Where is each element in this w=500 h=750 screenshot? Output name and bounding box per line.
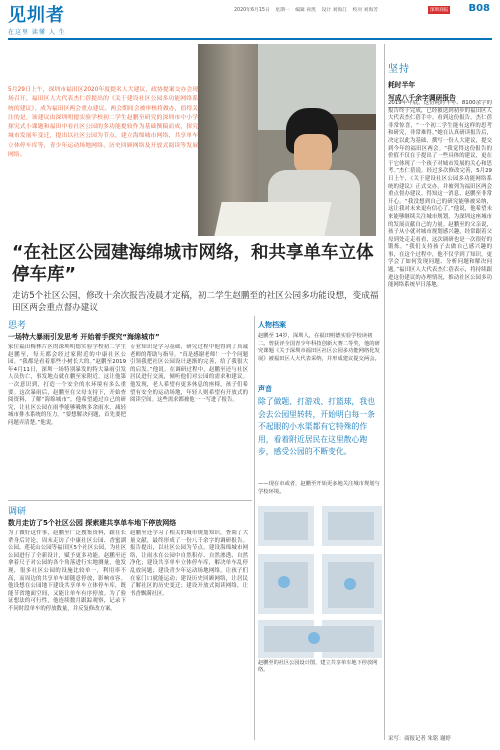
page-number: B08 [468,3,490,14]
section2-kicker: 调研 [8,507,27,517]
photo-face [294,134,332,174]
design: 设计 刘海江 [321,8,347,13]
map-building [328,512,374,540]
side-kicker: 坚持 [388,64,410,75]
weekday: 星期一 [275,8,290,13]
profile-text: 赵鹏至 14岁，深圳人，在福田明德实验学校读初二。曾获评全国青少年科技创新大赛二等奖，他的研究课题《关于深圳市福田区社区公园多功能网络化发展》被福田区人大代表采纳，并形成建议提交两会。 [258,333,380,362]
masthead [8,4,492,38]
profile-heading: 人物档案 [258,321,286,329]
right-column-body: 2019年年底，这份耗时半年、8100余字的报告终于完成，已经被送到初步的福田区人大代表杰仁蓓手中。看到这份报告，杰仁蓓非常惊喜，“一个初二学生能有这样的思考和研究，非常难得。”她在认真研读报告后，决定以此为基础，撰写一份人大建议，提交到今年的福田区两会。“我觉得这份报告的价值不仅在于提出了一些具体的建议，更在于它体现了一个孩子对城市发展的关心和思考。”杰仁蓓说。经过多次修改完善，5月29日上午，《关于建设社区公园多功能网络系统的建议》正式交办，并被列为福田区两会重点督办建议。得知这一消息，赵鹏至非常开心。“我没想到自己的研究能够被采纳，这让我对未来更有信心了。”他说，他希望未来能够继续关注城市规划，为深圳这座城市的发展贡献自己的力量。赵鹏至的父亲说，孩子从小就对城市规划感兴趣，经常跟着父母到处走走看看，这次调研也是一次很好的锻炼。“我们支持孩子去做自己感兴趣的事，在这个过程中，他不仅学到了知识，更学会了如何发现问题、分析问题和解决问题。”福田区人大代表杰仁蓓表示，将持续跟进这份建议的办理情况，推动社区公园多功能网络系统早日落地。 [388,100,492,289]
masthead-rule [8,38,492,40]
brand-subtitle: 在这里 读懂 人 生 [8,29,66,36]
main-subhead: 走访5个社区公园，修改十余次报告凌晨才定稿，初二学生赵鹏至的社区公园多功能设想，变成福田区两会重点督办建议 [12,291,379,313]
map-caption: 赵鹏至的社区公园设计图，建立共享单车地下停放网络。 [258,660,378,673]
map-building [264,512,308,540]
section-divider [8,500,252,501]
date: 2020年6月15日 [234,8,270,13]
main-headline: “在社区公园建海绵城市网络，和共享单车立体停车库” [12,243,374,285]
proof: 校对 刘海芳 [352,8,379,13]
map-road [258,614,382,620]
section1-body-col1: 家住福田梅林片区的深圳明德实验学校初二学生赵鹏至，每天都会经过家附近的中康社区公园。“我都是看着那些小树长大的。”赵鹏至2019年4月11日，深圳一场特别暴发的特大暴雨引发人员伤亡，事发地点就在鹏至家附近，这让他第一次意识到，打造一个安全的水环境有多么重要。这次暴雨后，赵鹏至在父母支持下，开始查阅资料，了解“海绵城市”，他希望通过自己的研究，让社区公园在雨季能够吸纳多余雨水，减轻城市排水系统的压力。“要想解决问题，首先要把问题弄清楚。”他说。 [8,344,126,426]
section1-kicker: 思考 [8,321,27,331]
voice-heading: 声音 [258,385,272,393]
lead-paragraph: 5月29日上午，深圳市福田区2020年度提名人大建议，政协提案交办会现场召开，福田区人大代表杰仁蓓提出的《关于建设社区公园多功能网络系统的建议》，成为福田区两会重点建议。两会期间会被审核将做办，值得关注的是，该建议由深圳明德实验学校初二学生赵鹏至研究的深圳市中小学探究式小课题和福田中看社区公园的多功能提较作为基础撰稿而成，探究城市发展年变迁，提出以社区公园为节点，建立海绵城市网络、共享单车立体停车库等，青少年运动场地网络、历史回顾网络及开放式阅读等发展网络。 [8,87,198,159]
student-photo [198,44,376,236]
column-rule-right [384,44,385,740]
brand-logo [8,6,68,38]
profile-box [258,320,380,363]
section2-body-col2: 赵鹏至还学习了相关的城市规划知识，查阅了大量文献，最终形成了一份八千余字的调研报告。报告提出，以社区公园为节点，建设海绵城市网络，让雨水在公园中自然积存、自然渗透、自然净化；建设共享单车立体停车库，解决单车乱停乱放问题；建设青少年运动场地网络，让孩子们在家门口就能运动；建设历史回顾网络，让居民了解社区的历史变迁；建设开放式阅读网络，让书香飘满社区。 [130,530,248,597]
map-bike-marker [278,576,290,588]
voice-quote: 除了做题、打游戏、打篮球，我也会去公园里转转，开始明白每一条不起眼的小水渠都有它特殊的作用，看着附近居民在这里散心跑步，感受公园的不断变化。 [258,397,375,456]
section2-title: 数月走访了5个社区公园 探索建共享单车地下停放网络 [8,519,177,527]
column-rule [254,316,255,740]
publication-tag: 深圳商报 [430,8,449,13]
side-title-line1: 耗时半年 [388,81,416,89]
voice-attribution: ——现在市或者，赵鹏至开始更多地关注城市规划与学校环境。 [258,481,380,495]
byline: 采写：商报记者 朱铭 谢婷 [388,736,451,742]
park-design-map [258,506,382,658]
side-title-line2: 写成八千余字调研报告 [388,94,456,102]
map-bike-marker [308,632,320,644]
brand-title: 见圳者 [8,5,65,26]
editor: 编辑 孙凯 [295,8,316,13]
map-bike-marker [344,578,356,590]
section2-body-col1: 为了做好这件事，赵鹏至广泛搜集资料，跟在长辈身后讨论，周末走访了中康社区公园、香蜜湖公园、莲花山公园等福田区5个社区公园，为社区公园进行了全新设计，赋予更多功能。赵鹏至还拿着尺子对公园的各个角落进行实地测量，他发现，很多社区公园的设施比较单一，利用率不高，而周边的共享单车却随意停放，影响市容。他设想在公园地下建设共享单车立体停车库，既能节省地面空间，又能让单车有序停放。为了验证想法的可行性，他连续数月跟踪观察，记录下不同时段单车的停放数量，并反复修改方案。 [8,530,126,612]
photo-papers [214,202,331,236]
section1-title: 一场特大暴雨引发思考 开始着手探究“海绵城市” [8,333,160,341]
dateline [234,6,382,13]
section1-body-col2: 专业知识是学习基础，研究过程中他得到了真诚老师的帮助与指导。“真是感谢老师！一个个问题引领我把社区公园设计逐渐的完善，给了我很大的启发。”他说。在调研过程中，赵鹏至还与社区居民进行交流，倾听他们对公园的需求和建议。他发现，老人希望有更多休息的座椅，孩子们希望有安全的运动场地，年轻人则希望有开放式的阅读空间。这些需求都被他一一写进了报告。 [130,344,248,404]
